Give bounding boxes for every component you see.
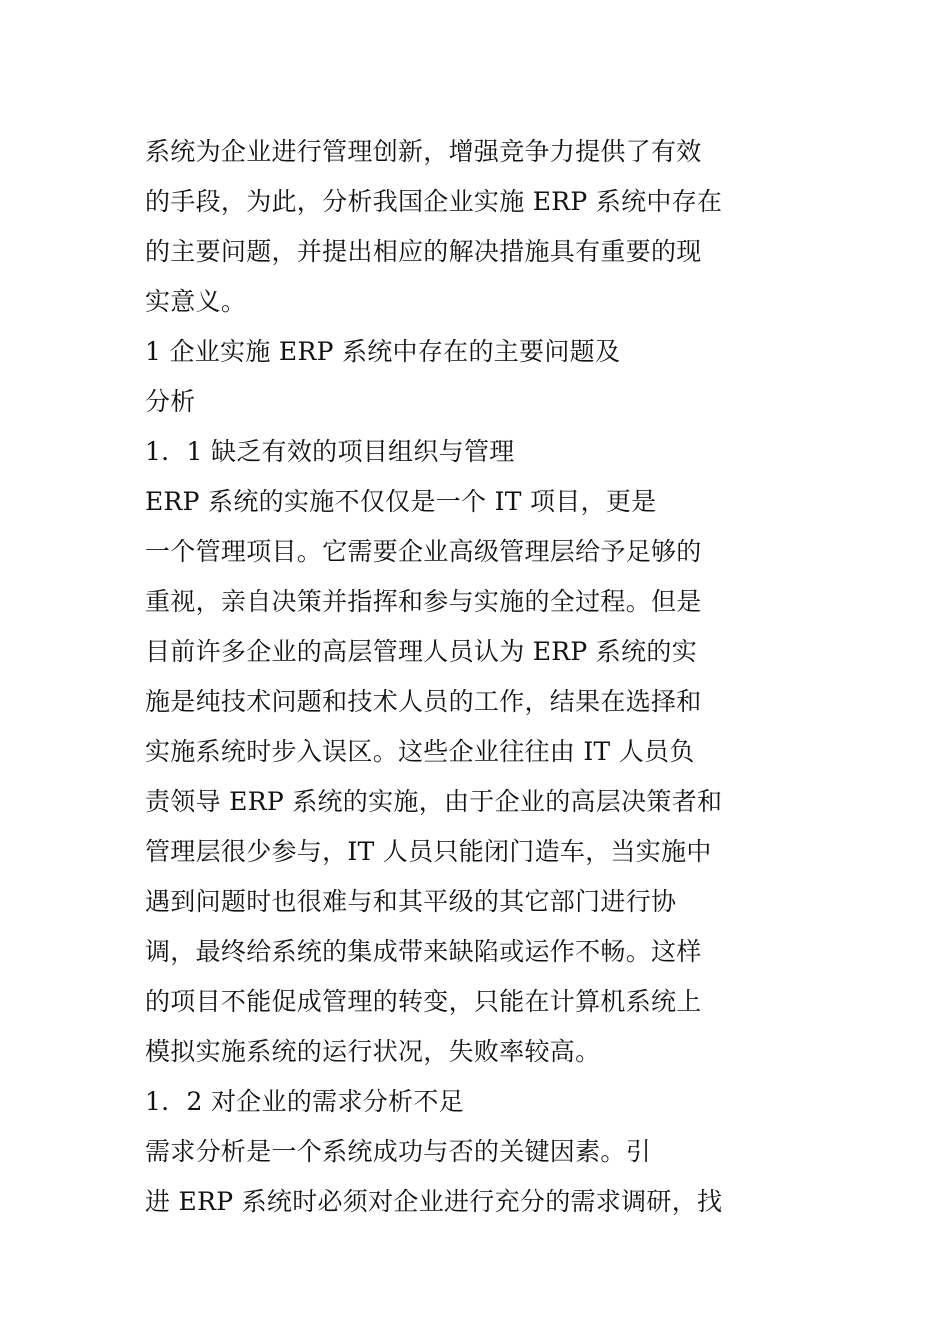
paragraph-line: 需求分析是一个系统成功与否的关键因素。引 — [145, 1137, 652, 1166]
paragraph-line: 实意义。 — [145, 287, 247, 316]
paragraph-line: 的项目不能促成管理的转变，只能在计算机系统上 — [145, 987, 702, 1016]
paragraph-line: 责领导 ERP 系统的实施，由于企业的高层决策者和 — [145, 787, 723, 816]
paragraph-line: 重视，亲自决策并指挥和参与实施的全过程。但是 — [145, 587, 702, 616]
paragraph-line: 遇到问题时也很难与和其平级的其它部门进行协 — [145, 887, 677, 916]
paragraph-line: 一个管理项目。它需要企业高级管理层给予足够的 — [145, 537, 702, 566]
subsection-heading: 1．1 缺乏有效的项目组织与管理 — [145, 437, 515, 466]
paragraph-line: 管理层很少参与，IT 人员只能闭门造车，当实施中 — [145, 837, 712, 866]
section-heading: 分析 — [145, 387, 196, 416]
paragraph-line: ERP 系统的实施不仅仅是一个 IT 项目，更是 — [145, 487, 657, 516]
section-heading: 1 企业实施 ERP 系统中存在的主要问题及 — [145, 337, 621, 366]
paragraph-line: 调，最终给系统的集成带来缺陷或运作不畅。这样 — [145, 937, 702, 966]
paragraph-line: 目前许多企业的高层管理人员认为 ERP 系统的实 — [145, 637, 697, 666]
document-body — [145, 127, 745, 1227]
paragraph-line: 施是纯技术问题和技术人员的工作，结果在选择和 — [145, 687, 702, 716]
paragraph-line: 实施系统时步入误区。这些企业往往由 IT 人员负 — [145, 737, 695, 766]
paragraph-line: 系统为企业进行管理创新，增强竞争力提供了有效 — [145, 137, 702, 166]
paragraph-line: 的手段，为此，分析我国企业实施 ERP 系统中存在 — [145, 187, 723, 216]
subsection-heading: 1．2 对企业的需求分析不足 — [145, 1087, 464, 1116]
paragraph-line: 的主要问题，并提出相应的解决措施具有重要的现 — [145, 237, 702, 266]
paragraph-line: 进 ERP 系统时必须对企业进行充分的需求调研，找 — [145, 1187, 723, 1216]
paragraph-line: 模拟实施系统的运行状况，失败率较高。 — [145, 1037, 601, 1066]
